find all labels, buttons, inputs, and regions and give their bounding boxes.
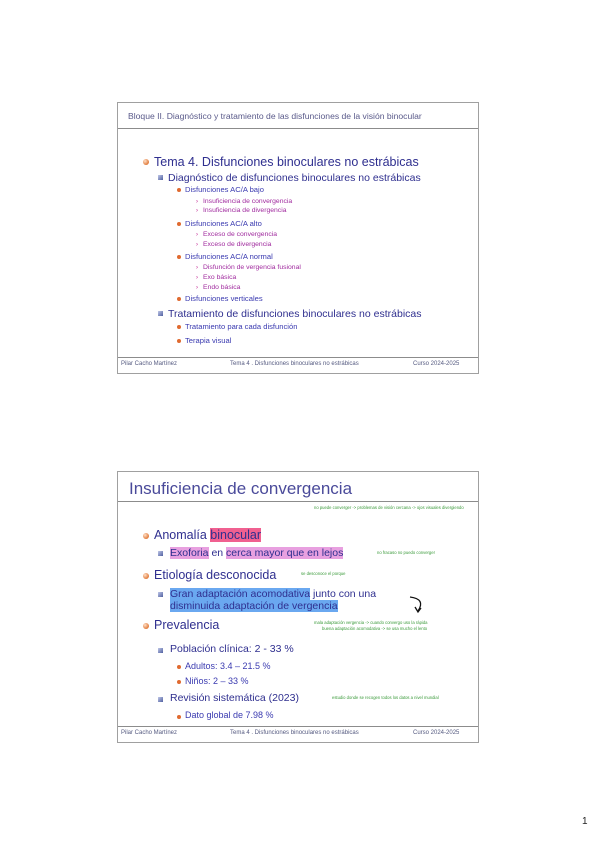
bullet-icon bbox=[177, 665, 181, 669]
footer-author: Pilar Cacho Martínez bbox=[121, 730, 178, 736]
treatment-heading: Tratamiento de disfunciones binoculares no estrábicas bbox=[168, 308, 422, 320]
bullet-icon bbox=[143, 159, 149, 165]
bullet-icon bbox=[158, 551, 163, 556]
diagnosis-heading: Diagnóstico de disfunciones binoculares no estrábicas bbox=[168, 172, 421, 184]
bullet-icon bbox=[158, 648, 163, 653]
list-item: Tratamiento para cada disfunción bbox=[185, 322, 298, 331]
bullet-icon bbox=[177, 188, 181, 192]
list-item: Exceso de convergencia bbox=[203, 231, 278, 238]
arrow-icon: › bbox=[196, 199, 198, 205]
bullet-icon bbox=[143, 573, 149, 579]
list-item: Endo básica bbox=[203, 284, 241, 291]
list-item: Disfunciones AC/A alto bbox=[185, 219, 262, 228]
highlight-gran-adaptacion: Gran adaptación acomodativa bbox=[170, 588, 311, 600]
arrow-icon: › bbox=[196, 242, 198, 248]
anomaly-label: Anomalía bbox=[154, 528, 211, 542]
handwritten-note: no puede converger -> problemas de visión cercana -> ojos visuales divergiendo bbox=[314, 505, 464, 510]
bullet-icon bbox=[177, 297, 181, 301]
header-rule bbox=[118, 128, 478, 129]
bullet-icon bbox=[158, 697, 163, 702]
bullet-icon bbox=[177, 222, 181, 226]
list-item: Población clínica: 2 - 33 % bbox=[170, 643, 294, 655]
slide-header: Bloque II. Diagnóstico y tratamiento de las disfunciones de la visión binocular bbox=[128, 111, 422, 121]
list-item: Insuficiencia de divergencia bbox=[203, 207, 287, 214]
footer-rule bbox=[118, 357, 478, 358]
list-item: Disfunciones AC/A bajo bbox=[185, 185, 264, 194]
topic-title: Tema 4. Disfunciones binoculares no estrábicas bbox=[154, 155, 419, 169]
list-item bbox=[170, 601, 338, 612]
footer-rule bbox=[118, 726, 478, 727]
bullet-icon bbox=[158, 592, 163, 597]
handwritten-note: estudio donde se recogen todos los datos a nivel mundial bbox=[332, 695, 439, 700]
list-item: Niños: 2 – 33 % bbox=[185, 676, 249, 686]
list-item: Revisión sistemática (2023) bbox=[170, 692, 299, 704]
footer-course: Curso 2024-2025 bbox=[413, 730, 460, 736]
bullet-icon bbox=[177, 680, 181, 684]
arrow-icon: › bbox=[196, 265, 198, 271]
arrow-icon: › bbox=[196, 232, 198, 238]
footer-course: Curso 2024-2025 bbox=[413, 361, 460, 367]
text-junto: junto con una bbox=[310, 588, 377, 600]
footer-topic: Tema 4 . Disfunciones binoculares no estrábicas bbox=[230, 730, 359, 736]
highlight-cerca: cerca mayor que en lejos bbox=[226, 547, 344, 559]
list-item: Disfunciones AC/A normal bbox=[185, 252, 273, 261]
arrow-icon: › bbox=[196, 208, 198, 214]
slide-2 bbox=[117, 471, 479, 743]
slide-title: Insuficiencia de convergencia bbox=[129, 479, 353, 498]
bullet-icon bbox=[177, 325, 181, 329]
handwritten-note: no fracaso no puedo converger bbox=[377, 550, 435, 555]
list-item bbox=[170, 548, 343, 559]
bullet-icon bbox=[158, 175, 163, 180]
list-item: Terapia visual bbox=[185, 336, 232, 345]
footer-author: Pilar Cacho Martínez bbox=[121, 361, 178, 367]
handwritten-note: buena adaptación acomodativa -> se usa mucho el lento bbox=[322, 626, 428, 631]
list-item: Prevalencia bbox=[154, 618, 220, 632]
list-item: Adultos: 3.4 – 21.5 % bbox=[185, 661, 271, 671]
highlight-exoforia: Exoforia bbox=[170, 547, 209, 559]
slide-1 bbox=[117, 102, 479, 374]
handwritten-note: se desconoce el porque bbox=[301, 571, 346, 576]
arrow-icon: › bbox=[196, 275, 198, 281]
list-item: Disfunciones verticales bbox=[185, 294, 263, 303]
highlight-disminuida: disminuida adaptación de vergencia bbox=[170, 600, 338, 612]
highlight-binocular: binocular bbox=[210, 528, 262, 542]
list-item: Disfunción de vergencia fusional bbox=[203, 264, 301, 271]
bullet-icon bbox=[143, 623, 149, 629]
text-en: en bbox=[208, 547, 227, 559]
page-number: 1 bbox=[582, 816, 588, 827]
footer-topic: Tema 4 . Disfunciones binoculares no estrábicas bbox=[230, 361, 359, 367]
list-item: Exceso de divergencia bbox=[203, 241, 272, 248]
arrow-icon: › bbox=[196, 285, 198, 291]
title-rule bbox=[118, 501, 478, 502]
list-item: Dato global de 7.98 % bbox=[185, 710, 274, 720]
handwritten-note: mala adaptación vergencia -> cuando convergo uso la rápida bbox=[314, 620, 428, 625]
list-item bbox=[170, 589, 376, 600]
bullet-icon bbox=[158, 311, 163, 316]
list-item: Etiología desconocida bbox=[154, 568, 277, 582]
bullet-icon bbox=[177, 255, 181, 259]
list-item: Insuficiencia de convergencia bbox=[203, 198, 293, 205]
bullet-icon bbox=[143, 533, 149, 539]
list-item bbox=[154, 529, 261, 542]
curved-arrow-icon bbox=[408, 593, 430, 615]
bullet-icon bbox=[177, 339, 181, 343]
bullet-icon bbox=[177, 715, 181, 719]
list-item: Exo básica bbox=[203, 274, 237, 281]
